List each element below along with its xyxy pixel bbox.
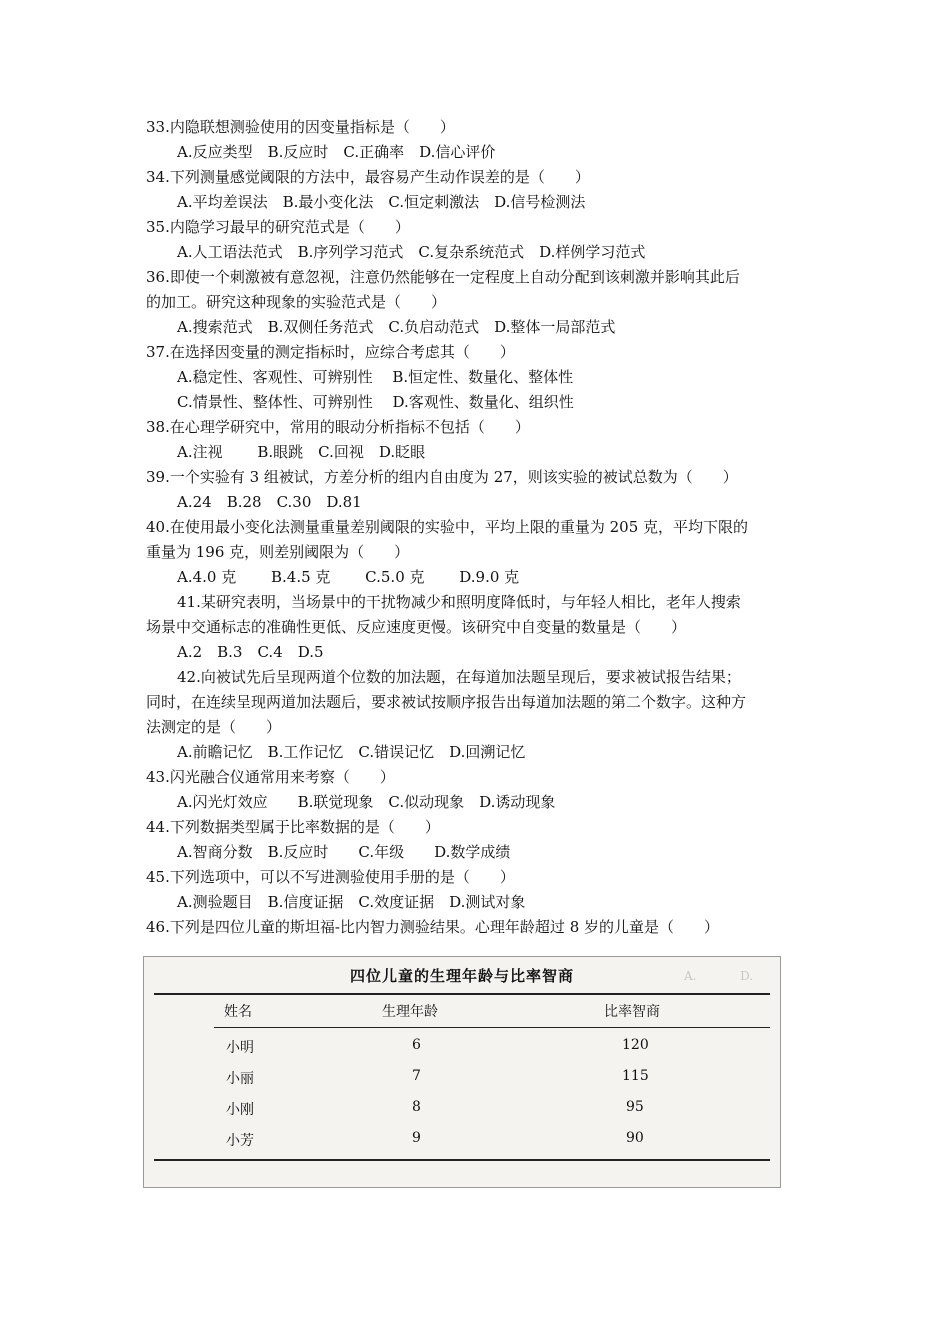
table-header-rule [214,1027,770,1028]
question-43: 43.闪光融合仪通常用来考察（ ） [146,768,395,786]
table-header-name: 姓名 [224,1004,252,1020]
question-41: 41.某研究表明，当场景中的干扰物减少和照明度降低时，与年轻人相比，老年人搜索 [177,593,741,611]
question-42-cont-1: 同时，在连续呈现两道加法题后，要求被试按顺序报告出每道加法题的第二个数字。这种方 [146,693,747,711]
question-41-cont: 场景中交通标志的准确性更低、反应速度更慢。该研究中自变量的数量是（ ） [146,618,687,636]
table-row-iq: 115 [622,1068,649,1084]
question-35: 35.内隐学习最早的研究范式是（ ） [146,218,410,236]
question-41-options: A.2 B.3 C.4 D.5 [177,643,324,661]
question-46: 46.下列是四位儿童的斯坦福-比内智力测验结果。心理年龄超过 8 岁的儿童是（ ） [146,918,720,936]
question-45-options: A.测验题目 B.信度证据 C.效度证据 D.测试对象 [177,893,526,911]
table-row-age: 9 [412,1130,421,1146]
question-44: 44.下列数据类型属于比率数据的是（ ） [146,818,440,836]
question-36: 36.即使一个刺激被有意忽视，注意仍然能够在一定程度上自动分配到该刺激并影响其此后 [146,268,740,286]
table-row-name: 小芳 [226,1133,254,1149]
question-37: 37.在选择因变量的测定指标时，应综合考虑其（ ） [146,343,515,361]
table-row-name: 小丽 [226,1071,254,1087]
table-row-iq: 95 [626,1099,644,1115]
question-33-options: A.反应类型 B.反应时 C.正确率 D.信心评价 [177,143,496,161]
table-title: 四位儿童的生理年龄与比率智商 [349,967,574,985]
table-bottom-rule [154,1159,770,1161]
table-row-iq: 90 [626,1130,644,1146]
question-36-cont: 的加工。研究这种现象的实验范式是（ ） [146,293,447,311]
question-36-options: A.搜索范式 B.双侧任务范式 C.负启动范式 D.整体一局部范式 [177,318,616,336]
question-43-options: A.闪光灯效应 B.联觉现象 C.似动现象 D.诱动现象 [177,793,556,811]
scan-bleed-mark: A. D. [684,969,769,983]
question-39: 39.一个实验有 3 组被试，方差分析的组内自由度为 27，则该实验的被试总数为（ ） [146,468,738,486]
table-row-age: 8 [412,1099,421,1115]
question-42-cont-2: 法测定的是（ ） [146,718,282,736]
question-34-options: A.平均差误法 B.最小变化法 C.恒定刺激法 D.信号检测法 [177,193,586,211]
table-top-rule [154,993,770,995]
table-row-iq: 120 [622,1037,649,1053]
question-42: 42.向被试先后呈现两道个位数的加法题，在每道加法题呈现后，要求被试报告结果； [177,668,741,686]
question-38-options: A.注视 B.眼跳 C.回视 D.眨眼 [177,443,426,461]
question-42-options: A.前瞻记忆 B.工作记忆 C.错误记忆 D.回溯记忆 [177,743,526,761]
question-37-options-ab: A.稳定性、客观性、可辨别性 B.恒定性、数量化、整体性 [177,368,574,386]
question-35-options: A.人工语法范式 B.序列学习范式 C.复杂系统范式 D.样例学习范式 [177,243,646,261]
table-row-name: 小明 [226,1040,254,1056]
question-38: 38.在心理学研究中，常用的眼动分析指标不包括（ ） [146,418,530,436]
question-45: 45.下列选项中，可以不写进测验使用手册的是（ ） [146,868,515,886]
table-row-age: 7 [412,1068,421,1084]
question-40-cont: 重量为 196 克，则差别阈限为（ ） [146,543,410,561]
question-33: 33.内隐联想测验使用的因变量指标是（ ） [146,118,455,136]
table-row-name: 小刚 [226,1102,254,1118]
table-header-age: 生理年龄 [382,1004,438,1020]
table-row-age: 6 [412,1037,421,1053]
question-34: 34.下列测量感觉阈限的方法中，最容易产生动作误差的是（ ） [146,168,590,186]
question-39-options: A.24 B.28 C.30 D.81 [177,493,362,511]
table-header-iq: 比率智商 [604,1004,660,1020]
question-44-options: A.智商分数 B.反应时 C.年级 D.数学成绩 [177,843,511,861]
question-40-options: A.4.0 克 B.4.5 克 C.5.0 克 D.9.0 克 [177,568,520,586]
question-40: 40.在使用最小变化法测量重量差别阈限的实验中，平均上限的重量为 205 克，平均下限的 [146,518,749,536]
iq-table-figure [143,956,781,1188]
question-37-options-cd: C.情景性、整体性、可辨别性 D.客观性、数量化、组织性 [177,393,574,411]
